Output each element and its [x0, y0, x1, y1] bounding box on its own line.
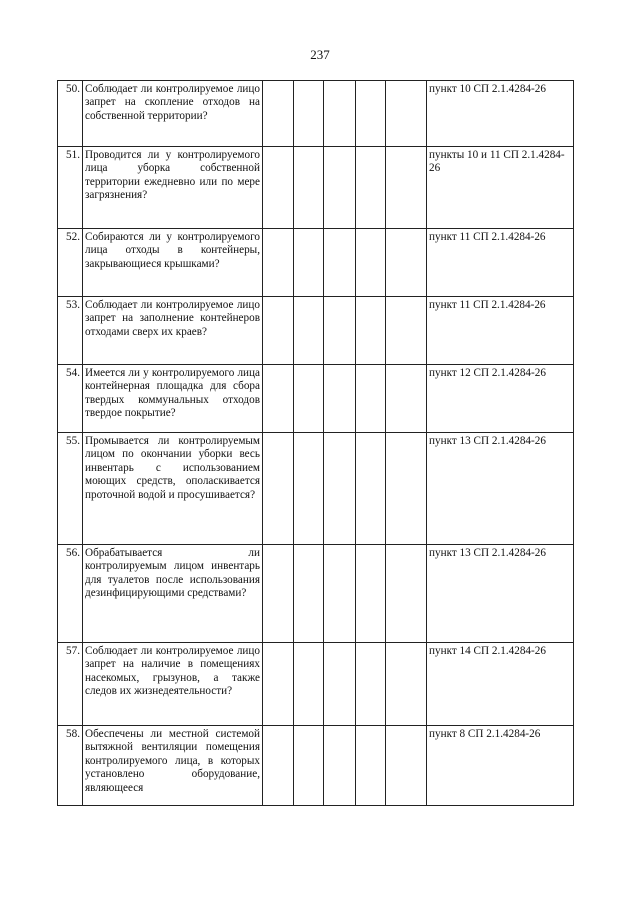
answer-cell-note [386, 147, 427, 229]
answer-cell-extra [356, 297, 386, 365]
answer-cell-no [294, 545, 324, 643]
row-number: 52. [58, 229, 83, 297]
answer-cell-na [324, 545, 356, 643]
answer-cell-yes [263, 545, 294, 643]
row-question: Соблюдает ли контролируемое лицо запрет на скопление отходов на собственной территории? [83, 81, 263, 147]
row-question: Собираются ли у контролируемого лица отходы в контейнеры, закрывающиеся крышками? [83, 229, 263, 297]
answer-cell-no [294, 726, 324, 806]
answer-cell-no [294, 643, 324, 726]
answer-cell-extra [356, 147, 386, 229]
answer-cell-extra [356, 81, 386, 147]
row-question: Проводится ли у контролируемого лица уборка собственной территории ежедневно или по мере загрязнения? [83, 147, 263, 229]
answer-cell-yes [263, 433, 294, 545]
checklist-table [57, 80, 574, 806]
answer-cell-na [324, 643, 356, 726]
answer-cell-note [386, 365, 427, 433]
answer-cell-no [294, 229, 324, 297]
answer-cell-na [324, 147, 356, 229]
answer-cell-yes [263, 643, 294, 726]
row-reference: пункт 14 СП 2.1.4284-26 [427, 643, 574, 726]
table-row [58, 147, 574, 229]
row-reference: пункт 11 СП 2.1.4284-26 [427, 229, 574, 297]
row-question: Имеется ли у контролируемого лица контейнерная площадка для сбора твердых коммунальных отходов твердое покрытие? [83, 365, 263, 433]
row-number: 58. [58, 726, 83, 806]
answer-cell-extra [356, 365, 386, 433]
row-number: 51. [58, 147, 83, 229]
answer-cell-no [294, 433, 324, 545]
answer-cell-extra [356, 229, 386, 297]
row-reference: пункты 10 и 11 СП 2.1.4284-26 [427, 147, 574, 229]
row-question: Обрабатывается ли контролируемым лицом инвентарь для туалетов после использования дезинфицирующими средствами? [83, 545, 263, 643]
table-row [58, 81, 574, 147]
table-row [58, 726, 574, 806]
answer-cell-na [324, 365, 356, 433]
answer-cell-no [294, 81, 324, 147]
answer-cell-note [386, 297, 427, 365]
answer-cell-na [324, 81, 356, 147]
row-reference: пункт 8 СП 2.1.4284-26 [427, 726, 574, 806]
row-reference: пункт 13 СП 2.1.4284-26 [427, 545, 574, 643]
answer-cell-note [386, 229, 427, 297]
table-row [58, 229, 574, 297]
answer-cell-no [294, 147, 324, 229]
answer-cell-note [386, 545, 427, 643]
answer-cell-yes [263, 81, 294, 147]
row-number: 50. [58, 81, 83, 147]
row-reference: пункт 13 СП 2.1.4284-26 [427, 433, 574, 545]
row-reference: пункт 12 СП 2.1.4284-26 [427, 365, 574, 433]
answer-cell-note [386, 81, 427, 147]
table-row [58, 365, 574, 433]
row-number: 54. [58, 365, 83, 433]
answer-cell-no [294, 365, 324, 433]
answer-cell-yes [263, 365, 294, 433]
answer-cell-extra [356, 545, 386, 643]
answer-cell-na [324, 229, 356, 297]
row-number: 56. [58, 545, 83, 643]
row-question: Промывается ли контролируемым лицом по окончании уборки весь инвентарь с использованием моющих средств, ополаскивается проточной водой и просушивается? [83, 433, 263, 545]
row-number: 57. [58, 643, 83, 726]
answer-cell-note [386, 726, 427, 806]
answer-cell-yes [263, 229, 294, 297]
row-reference: пункт 10 СП 2.1.4284-26 [427, 81, 574, 147]
answer-cell-na [324, 433, 356, 545]
answer-cell-yes [263, 726, 294, 806]
row-question: Соблюдает ли контролируемое лицо запрет на заполнение контейнеров отходами сверх их краев? [83, 297, 263, 365]
answer-cell-note [386, 433, 427, 545]
answer-cell-extra [356, 643, 386, 726]
table-row [58, 433, 574, 545]
answer-cell-yes [263, 297, 294, 365]
table-row [58, 545, 574, 643]
table-row [58, 643, 574, 726]
answer-cell-no [294, 297, 324, 365]
row-question: Соблюдает ли контролируемое лицо запрет на наличие в помещениях насекомых, грызунов, а также следов их жизнедеятельности? [83, 643, 263, 726]
answer-cell-extra [356, 726, 386, 806]
page-number: 237 [310, 47, 330, 62]
row-reference: пункт 11 СП 2.1.4284-26 [427, 297, 574, 365]
answer-cell-extra [356, 433, 386, 545]
answer-cell-na [324, 297, 356, 365]
answer-cell-note [386, 643, 427, 726]
answer-cell-yes [263, 147, 294, 229]
answer-cell-na [324, 726, 356, 806]
row-question: Обеспечены ли местной системой вытяжной вентиляции помещения контролируемого лица, в которых установлено оборудование, являющееся [83, 726, 263, 806]
table-row [58, 297, 574, 365]
row-number: 55. [58, 433, 83, 545]
row-number: 53. [58, 297, 83, 365]
